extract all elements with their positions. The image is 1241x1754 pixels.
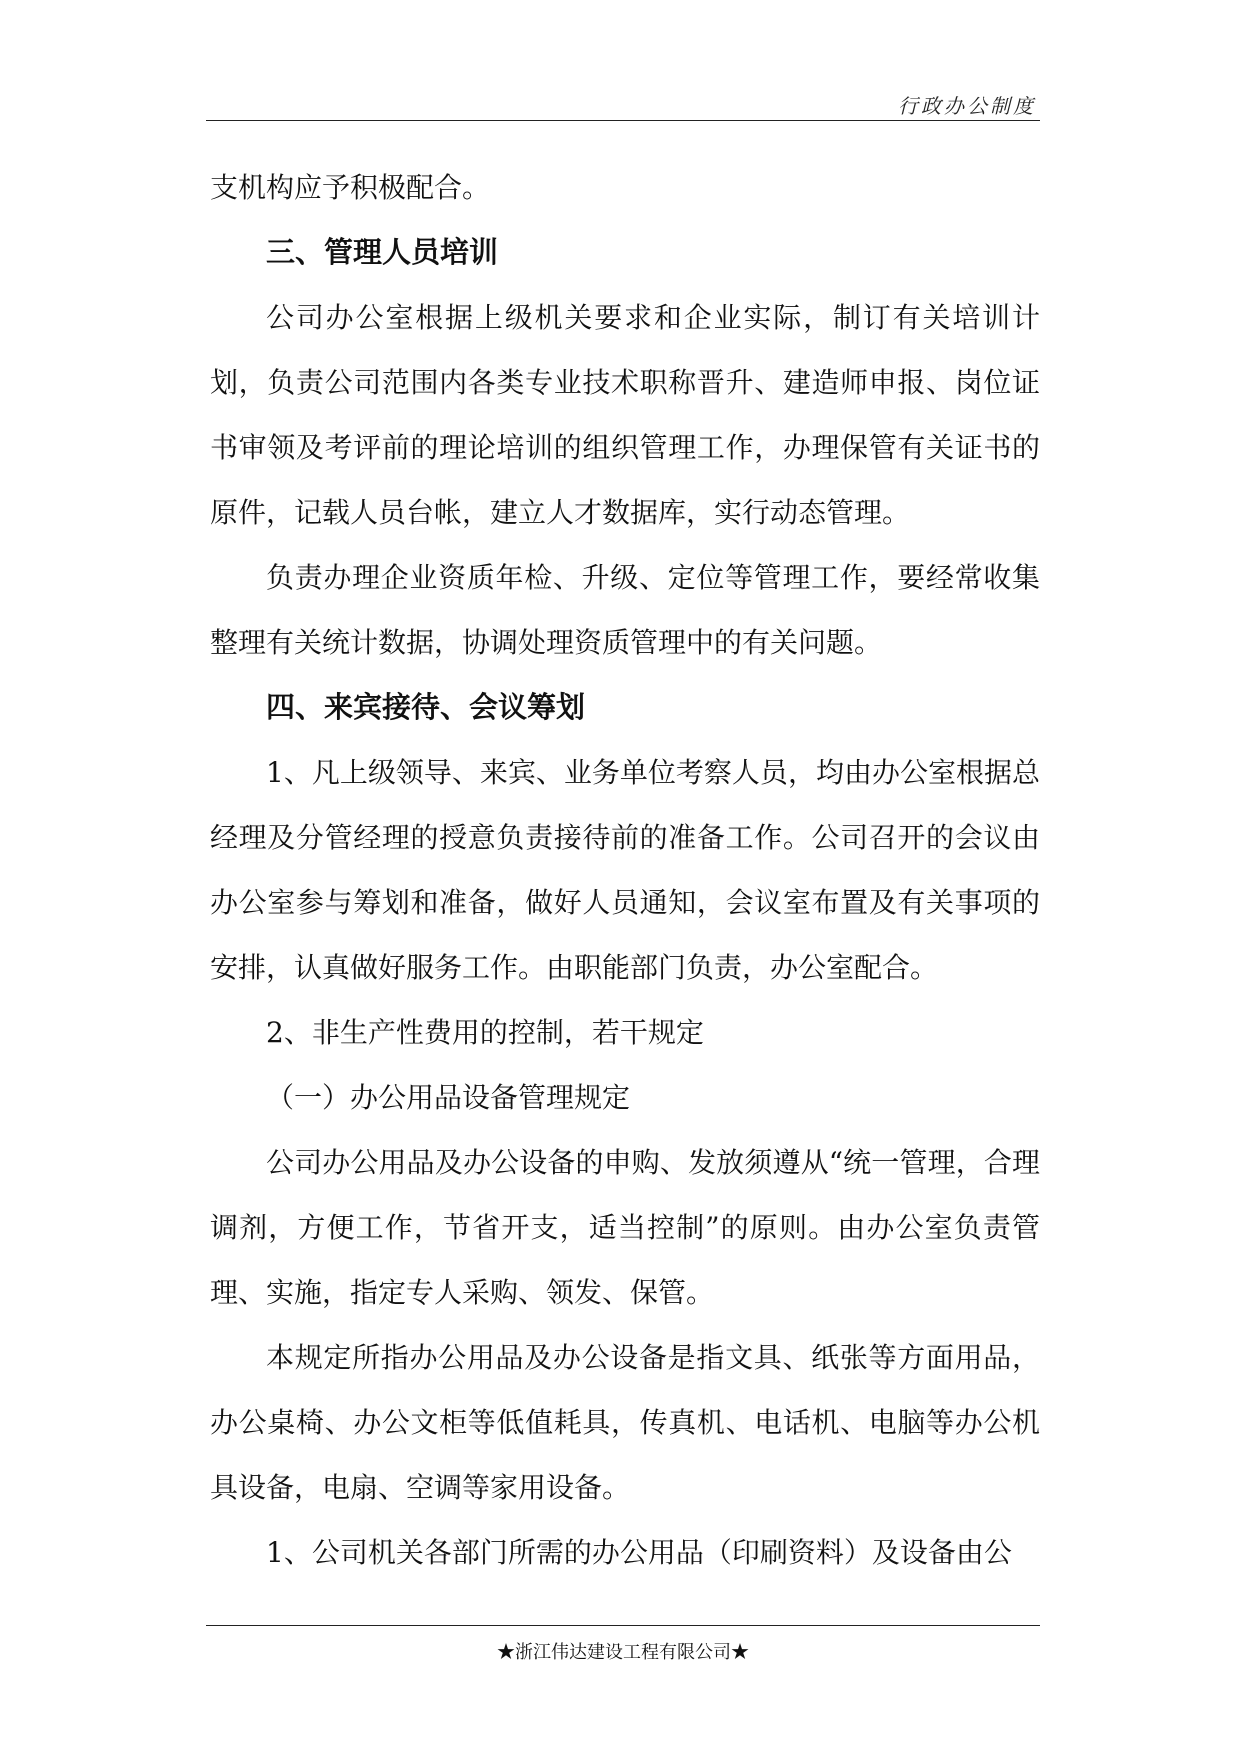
paragraph-reception: 1、凡上级领导、来宾、业务单位考察人员，均由办公室根据总经理及分管经理的授意负责接待前的准备工作。公司召开的会议由办公室参与筹划和准备，做好人员通知，会议室布置及有关事项的安排，认真做好服务工作。由职能部门负责，办公室配合。 xyxy=(210,756,1040,984)
header-title: 行政办公制度 xyxy=(898,94,1036,118)
section-heading-training: 三、管理人员培训 xyxy=(266,235,499,269)
paragraph-continuation: 支机构应予积极配合。 xyxy=(210,171,491,204)
paragraph-cost-control: 2、非生产性费用的控制，若干规定 xyxy=(266,1016,704,1049)
paragraph-supplies-rule-1: 1、公司机关各部门所需的办公用品（印刷资料）及设备由公 xyxy=(266,1536,1012,1569)
paragraph-supplies-scope: 本规定所指办公用品及办公设备是指文具、纸张等方面用品，办公桌椅、办公文柜等低值耗具，传真机、电话机、电脑等办公机具设备，电扇、空调等家用设备。 xyxy=(210,1341,1040,1504)
paragraph-training-plan: 公司办公室根据上级机关要求和企业实际，制订有关培训计划，负责公司范围内各类专业技术职称晋升、建造师申报、岗位证书审领及考评前的理论培训的组织管理工作，办理保管有关证书的原件，记载人员台帐，建立人才数据库，实行动态管理。 xyxy=(210,301,1040,529)
page-footer xyxy=(206,1625,1040,1664)
footer-company-name: ★浙江伟达建设工程有限公司★ xyxy=(497,1642,749,1663)
paragraph-supplies-principle: 公司办公用品及办公设备的申购、发放须遵从“统一管理，合理调剂，方便工作，节省开支，适当控制”的原则。由办公室负责管理、实施，指定专人采购、领发、保管。 xyxy=(210,1146,1040,1309)
section-heading-reception: 四、来宾接待、会议筹划 xyxy=(266,690,586,724)
page-header xyxy=(206,86,1040,121)
paragraph-qualification: 负责办理企业资质年检、升级、定位等管理工作，要经常收集整理有关统计数据，协调处理资质管理中的有关问题。 xyxy=(210,561,1040,659)
subheading-office-supplies: （一）办公用品设备管理规定 xyxy=(266,1081,631,1114)
document-body xyxy=(210,155,1040,1585)
